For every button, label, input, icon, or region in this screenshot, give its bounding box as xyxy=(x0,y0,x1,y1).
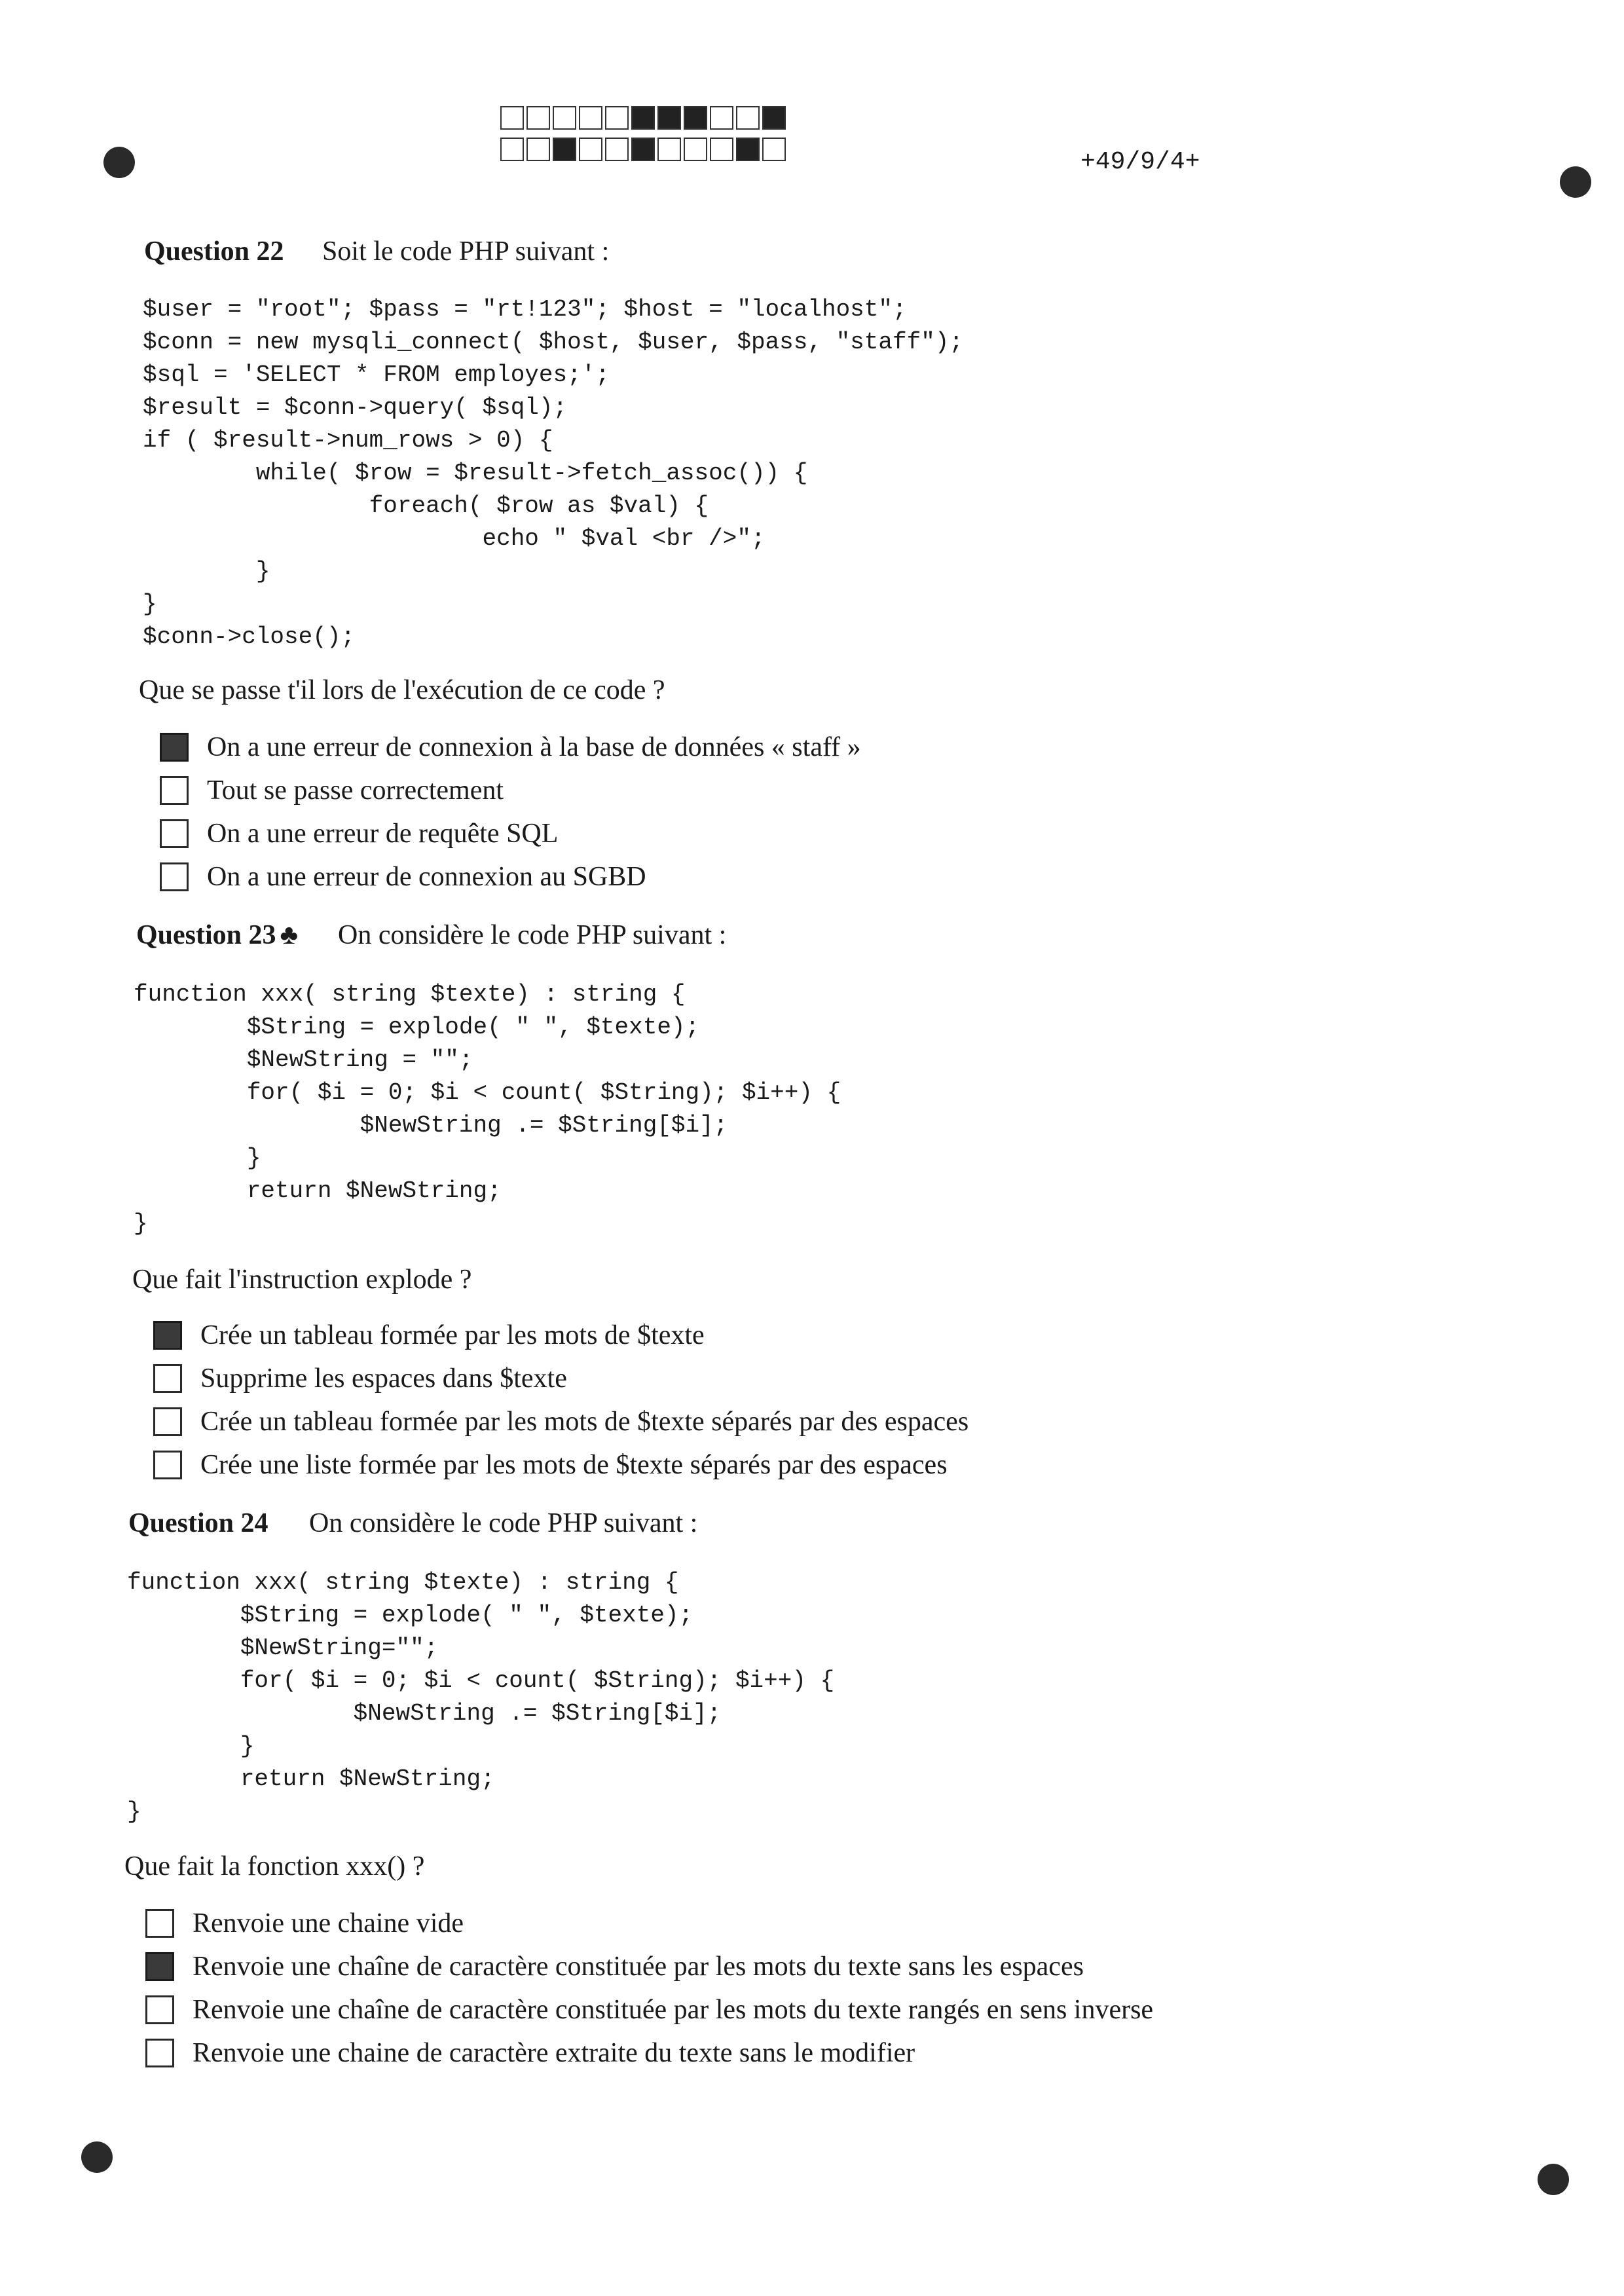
question-header xyxy=(128,1508,698,1539)
answer-checkbox[interactable] xyxy=(160,776,189,805)
id-box xyxy=(553,138,576,161)
id-box xyxy=(526,106,550,130)
registration-mark-top-right xyxy=(1560,166,1591,198)
answer-option[interactable] xyxy=(160,812,861,855)
answer-checkbox[interactable] xyxy=(145,1995,174,2024)
answer-label: Renvoie une chaîne de caractère constituée par les mots du texte sans les espaces xyxy=(193,1952,1084,1982)
answer-option[interactable] xyxy=(153,1357,969,1400)
answer-option[interactable] xyxy=(145,1945,1153,1988)
answer-label: On a une erreur de connexion à la base de données « staff » xyxy=(207,732,861,762)
answer-option[interactable] xyxy=(153,1400,969,1443)
answer-label: On a une erreur de requête SQL xyxy=(207,819,559,849)
answer-label: Renvoie une chaîne de caractère constituée par les mots du texte rangés en sens inverse xyxy=(193,1995,1154,2025)
question-title: Question 23 xyxy=(136,920,276,950)
answer-checkbox[interactable] xyxy=(145,1909,174,1938)
id-boxes-row-1 xyxy=(500,106,788,130)
id-box xyxy=(736,106,760,130)
answer-label: Renvoie une chaine vide xyxy=(193,1908,464,1938)
answer-list xyxy=(153,1314,969,1487)
registration-mark-bottom-left xyxy=(81,2141,113,2173)
answer-label: Crée un tableau formée par les mots de $texte xyxy=(200,1320,705,1350)
answer-option[interactable] xyxy=(160,726,861,769)
answer-option[interactable] xyxy=(145,2031,1153,2075)
id-box xyxy=(657,106,681,130)
answer-label: Tout se passe correctement xyxy=(207,775,504,805)
id-box xyxy=(579,138,602,161)
question-intro: On considère le code PHP suivant : xyxy=(309,1508,698,1538)
answer-checkbox[interactable] xyxy=(153,1321,182,1350)
code-block: function xxx( string $texte) : string { $String = explode( " ", $texte); $NewString = ""; for( $i = 0; $i < count( $String); $i++) { $NewString .= $String[$i]; } return $NewString; } xyxy=(134,981,841,1237)
question-intro: Soit le code PHP suivant : xyxy=(322,236,610,267)
id-box xyxy=(605,138,629,161)
id-box xyxy=(526,138,550,161)
id-box xyxy=(710,106,733,130)
answer-list xyxy=(145,1902,1153,2075)
question-header xyxy=(144,236,610,267)
answer-checkbox[interactable] xyxy=(160,862,189,891)
id-box xyxy=(500,106,524,130)
answer-option[interactable] xyxy=(160,769,861,812)
answer-option[interactable] xyxy=(153,1314,969,1357)
answer-option[interactable] xyxy=(153,1443,969,1487)
question-prompt: Que se passe t'il lors de l'exécution de ce code ? xyxy=(139,675,665,705)
answer-label: Renvoie une chaine de caractère extraite du texte sans le modifier xyxy=(193,2038,915,2068)
id-box xyxy=(579,106,602,130)
question-prompt: Que fait l'instruction explode ? xyxy=(132,1265,472,1295)
id-box xyxy=(736,138,760,161)
id-boxes-row-2 xyxy=(500,138,788,161)
answer-list xyxy=(160,726,861,898)
registration-mark-bottom-right xyxy=(1538,2164,1569,2195)
id-box xyxy=(684,106,707,130)
question-prompt: Que fait la fonction xxx() ? xyxy=(124,1851,425,1881)
answer-label: Supprime les espaces dans $texte xyxy=(200,1363,567,1394)
id-box xyxy=(657,138,681,161)
id-box xyxy=(631,138,655,161)
question-intro: On considère le code PHP suivant : xyxy=(338,920,727,950)
answer-checkbox[interactable] xyxy=(160,733,189,762)
id-box xyxy=(500,138,524,161)
answer-label: Crée une liste formée par les mots de $texte séparés par des espaces xyxy=(200,1450,948,1480)
answer-label: Crée un tableau formée par les mots de $texte séparés par des espaces xyxy=(200,1407,969,1437)
id-box xyxy=(631,106,655,130)
answer-option[interactable] xyxy=(145,1902,1153,1945)
answer-checkbox[interactable] xyxy=(153,1451,182,1479)
question-header xyxy=(136,919,727,951)
registration-mark-top-left xyxy=(103,147,135,178)
id-box xyxy=(710,138,733,161)
question-title: Question 24 xyxy=(128,1508,268,1538)
answer-option[interactable] xyxy=(160,855,861,898)
answer-checkbox[interactable] xyxy=(145,2039,174,2067)
answer-checkbox[interactable] xyxy=(153,1407,182,1436)
id-box xyxy=(684,138,707,161)
answer-label: On a une erreur de connexion au SGBD xyxy=(207,862,646,892)
answer-checkbox[interactable] xyxy=(153,1364,182,1393)
question-title: Question 22 xyxy=(144,236,284,267)
answer-checkbox[interactable] xyxy=(160,819,189,848)
code-block: function xxx( string $texte) : string { $String = explode( " ", $texte); $NewString=""; for( $i = 0; $i < count( $String); $i++) { $NewString .= $String[$i]; } return $NewString; } xyxy=(127,1569,835,1825)
id-box xyxy=(553,106,576,130)
id-box xyxy=(762,106,786,130)
page-id: +49/9/4+ xyxy=(1080,148,1200,176)
club-icon: ♣ xyxy=(280,920,299,950)
answer-checkbox[interactable] xyxy=(145,1952,174,1981)
code-block: $user = "root"; $pass = "rt!123"; $host = "localhost"; $conn = new mysqli_connect( $host, $user, $pass, "staff"); $sql = 'SELECT * FROM employes;'; $result = $conn->query( $sql); if ( $result->num_rows > 0) { while( $row = $result->fetch_assoc()) { foreach( $row as $val) { echo " $val <br />"; } } $conn->close(); xyxy=(143,296,964,650)
id-box xyxy=(605,106,629,130)
answer-option[interactable] xyxy=(145,1988,1153,2031)
id-box xyxy=(762,138,786,161)
